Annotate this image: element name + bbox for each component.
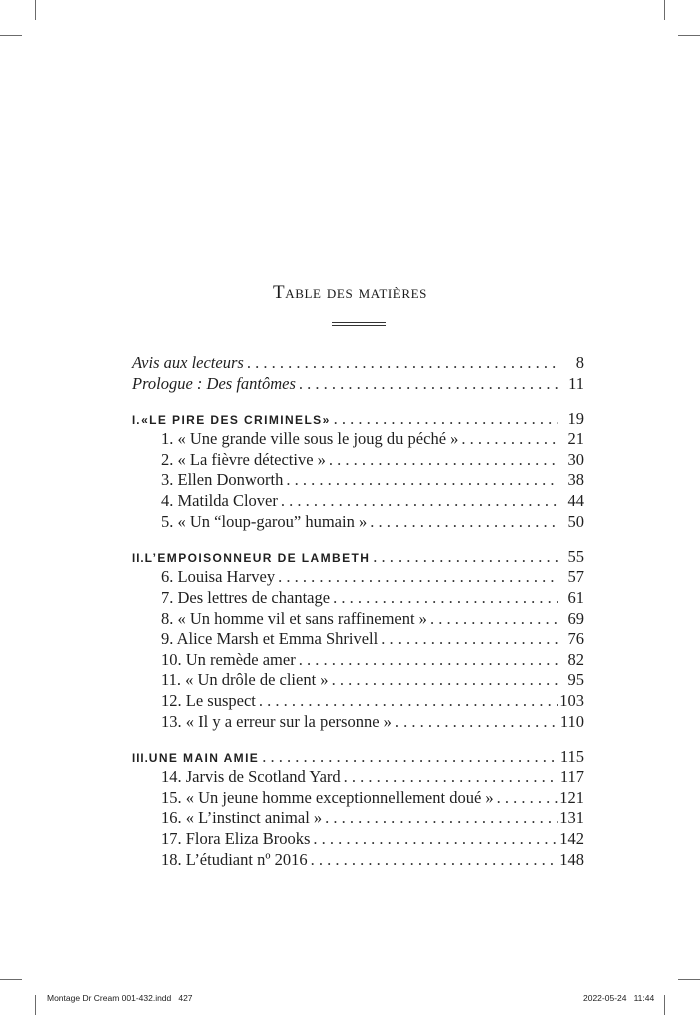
toc-entry-page: 110 (559, 711, 584, 731)
dot-leader (494, 788, 558, 809)
dot-leader (322, 808, 558, 829)
dot-leader (329, 670, 558, 691)
part-title: UNE MAIN AMIE (148, 750, 260, 765)
toc-entry (132, 374, 584, 395)
dot-leader (458, 429, 558, 450)
toc-entry-label: 4. Matilda Clover (161, 491, 278, 511)
dot-leader (370, 547, 558, 568)
toc-entry-page: 121 (559, 787, 584, 807)
toc-entry-label: 9. Alice Marsh et Emma Shrivell (161, 629, 379, 649)
toc-chapter-entry (132, 788, 584, 809)
title-double-rule (332, 322, 386, 326)
toc-chapter-entry (132, 670, 584, 691)
toc-entry-page: 38 (567, 470, 584, 490)
crop-mark (0, 35, 22, 36)
dot-leader (283, 470, 558, 491)
crop-mark (664, 995, 665, 1015)
toc-entry-page: 148 (559, 849, 584, 869)
toc-chapter-entry (132, 650, 584, 671)
toc-chapter-entry (132, 450, 584, 471)
page-title: Table des matières (273, 282, 427, 303)
dot-leader (427, 609, 558, 630)
dot-leader (378, 629, 558, 650)
toc-entry-page: 57 (567, 567, 584, 587)
toc-chapter-entry (132, 588, 584, 609)
toc-entry-label: 15. « Un jeune homme exceptionnellement doué » (161, 787, 494, 807)
dot-leader (259, 747, 558, 768)
toc-entry (132, 353, 584, 374)
toc-entry-label: 16. « L’instinct animal » (161, 808, 323, 828)
toc-chapter-entry (132, 691, 584, 712)
toc-chapter-entry (132, 429, 584, 450)
dot-leader (331, 409, 558, 430)
dot-leader (392, 712, 558, 733)
parts-container (132, 394, 584, 870)
footer-date: 2022-05-24 11:44 (583, 993, 655, 1003)
toc-entry-label: 6. Louisa Harvey (161, 567, 276, 587)
toc-entry-page: 44 (567, 491, 584, 511)
toc-entry-page: 8 (575, 353, 584, 372)
toc-entry-page: 76 (567, 629, 584, 649)
toc-entry-page: 19 (567, 408, 584, 428)
toc-entry-label: 3. Ellen Donworth (161, 470, 284, 490)
toc-entry-page: 69 (567, 608, 584, 628)
part-title: «LE PIRE DES CRIMINELS» (141, 412, 331, 427)
dot-leader (310, 829, 558, 850)
toc-entry-label: Prologue : Des fantômes (132, 373, 296, 393)
toc-entry-page: 131 (559, 808, 584, 828)
toc-entry-label: 8. « Un homme vil et sans raffinement » (161, 608, 427, 628)
toc-chapter-entry (132, 491, 584, 512)
toc-entry-label: 17. Flora Eliza Brooks (161, 828, 311, 848)
dot-leader (341, 767, 558, 788)
toc-entry-page: 142 (559, 828, 584, 848)
toc-chapter-entry (132, 629, 584, 650)
toc-part-heading (132, 547, 584, 568)
crop-mark (35, 995, 36, 1015)
part-numeral: III. (132, 752, 149, 765)
footer-file: Montage Dr Cream 001-432.indd 427 (47, 993, 193, 1003)
toc-entry-label: 7. Des lettres de chantage (161, 587, 331, 607)
dot-leader (244, 353, 558, 374)
toc-entry-page: 30 (567, 449, 584, 469)
toc-entry-label: 2. « La fièvre détective » (161, 449, 326, 469)
toc-chapter-entry (132, 829, 584, 850)
section-gap (132, 532, 584, 547)
dot-leader (308, 850, 558, 871)
part-title: L’EMPOISONNEUR DE LAMBETH (144, 550, 371, 565)
toc-entry-page: 55 (567, 546, 584, 566)
toc-chapter-entry (132, 609, 584, 630)
dot-leader (326, 450, 558, 471)
crop-mark (0, 979, 22, 980)
toc-chapter-entry (132, 767, 584, 788)
crop-mark (35, 0, 36, 20)
toc-part-heading (132, 747, 584, 768)
crop-mark (678, 35, 700, 36)
toc-entry-label: 12. Le suspect (161, 690, 256, 710)
toc-entry-label: 11. « Un drôle de client » (161, 670, 329, 690)
dot-leader (278, 491, 558, 512)
toc-entry-page: 61 (567, 587, 584, 607)
crop-mark (664, 0, 665, 20)
toc-chapter-entry (132, 512, 584, 533)
toc-entry-label: 14. Jarvis de Scotland Yard (161, 767, 341, 787)
dot-leader (256, 691, 558, 712)
toc-entry-page: 21 (567, 429, 584, 449)
dot-leader (296, 650, 558, 671)
toc-entry-page: 11 (568, 373, 584, 393)
toc-chapter-entry (132, 712, 584, 733)
toc-chapter-entry (132, 567, 584, 588)
toc-chapter-entry (132, 808, 584, 829)
part-numeral: I. (132, 414, 141, 427)
toc-entry-page: 103 (559, 690, 584, 710)
dot-leader (367, 512, 558, 533)
toc-chapter-entry (132, 470, 584, 491)
toc-entry-label: 13. « Il y a erreur sur la personne » (161, 711, 392, 731)
toc-part-heading (132, 409, 584, 430)
toc-entry-label: Avis aux lecteurs (132, 353, 244, 372)
toc-chapter-entry (132, 850, 584, 871)
dot-leader (296, 374, 558, 395)
toc-entry-page: 50 (567, 511, 584, 531)
toc-entry-label: 10. Un remède amer (161, 649, 296, 669)
dot-leader (275, 567, 558, 588)
toc-entry-page: 117 (559, 767, 584, 787)
section-gap (132, 394, 584, 409)
toc-entry-label: 5. « Un “loup-garou” humain » (161, 511, 368, 531)
toc-entry-page: 82 (567, 649, 584, 669)
toc-entry-label: 1. « Une grande ville sous le joug du péché » (161, 429, 459, 449)
part-numeral: II. (132, 552, 145, 565)
table-of-contents (132, 353, 584, 870)
toc-entry-page: 95 (567, 670, 584, 690)
toc-entry-page: 115 (559, 746, 584, 766)
section-gap (132, 732, 584, 747)
dot-leader (330, 588, 558, 609)
toc-entry-label: 18. L’étudiant nº 2016 (161, 849, 308, 869)
crop-mark (678, 979, 700, 980)
